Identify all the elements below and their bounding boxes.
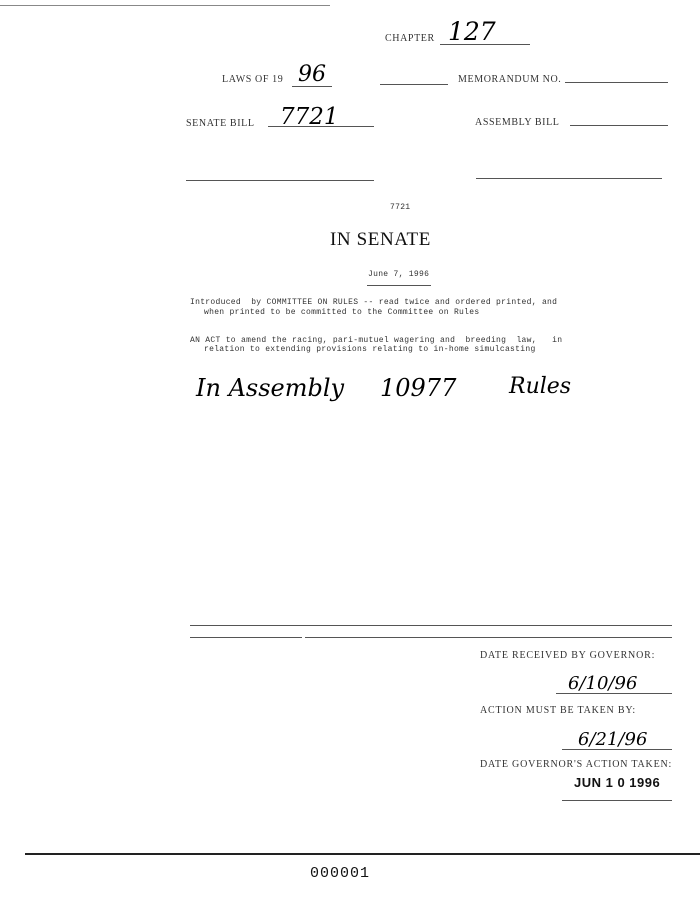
action-by-value: 6/21/96 xyxy=(578,729,648,750)
action-by-underline xyxy=(562,749,672,750)
assembly-bill-label: ASSEMBLY BILL xyxy=(475,117,560,128)
bill-date: June 7, 1996 xyxy=(368,270,430,279)
date-received-value: 6/10/96 xyxy=(568,673,638,694)
handwritten-in-assembly: In Assembly xyxy=(196,374,345,402)
memorandum-underline xyxy=(565,82,668,83)
action-taken-underline xyxy=(562,800,672,801)
chapter-underline xyxy=(440,44,530,45)
laws-underline xyxy=(292,86,332,87)
laws-value: 96 xyxy=(298,62,326,87)
lower-rule-1 xyxy=(190,625,672,626)
date-received-underline xyxy=(556,693,672,694)
lower-rule-2b xyxy=(305,637,672,638)
bill-number: 7721 xyxy=(390,203,411,212)
action-taken-stamp: JUN 1 0 1996 xyxy=(574,775,661,790)
act-line-2: relation to extending provisions relating to in-home simulcasting xyxy=(204,345,536,354)
laws-label: LAWS OF 19 xyxy=(222,74,284,85)
bottom-border xyxy=(25,853,700,855)
handwritten-committee: Rules xyxy=(509,374,572,399)
act-line-1: AN ACT to amend the racing, pari-mutuel wagering and breeding law, in xyxy=(190,336,563,345)
lower-rule-2a xyxy=(190,637,302,638)
laws-blank-line xyxy=(380,84,448,85)
page-number: 000001 xyxy=(310,865,371,882)
top-edge-line xyxy=(0,5,330,6)
senate-bill-value: 7721 xyxy=(280,104,339,130)
assembly-bill-underline xyxy=(570,125,668,126)
blank-line-left xyxy=(186,180,374,181)
handwritten-assembly-number: 10977 xyxy=(380,374,457,402)
action-taken-label: DATE GOVERNOR'S ACTION TAKEN: xyxy=(480,759,673,770)
blank-line-right xyxy=(476,178,662,179)
chapter-value: 127 xyxy=(448,17,496,46)
introduced-line-2: when printed to be committed to the Committee on Rules xyxy=(204,308,480,317)
introduced-line-1: Introduced by COMMITTEE ON RULES -- read twice and ordered printed, and xyxy=(190,298,558,307)
senate-bill-underline xyxy=(268,126,374,127)
memorandum-label: MEMORANDUM NO. xyxy=(458,74,562,85)
chamber-heading: IN SENATE xyxy=(330,229,431,250)
date-received-label: DATE RECEIVED BY GOVERNOR: xyxy=(480,650,656,661)
date-underline xyxy=(367,285,431,286)
action-by-label: ACTION MUST BE TAKEN BY: xyxy=(480,705,637,716)
senate-bill-label: SENATE BILL xyxy=(186,118,255,129)
chapter-label: CHAPTER xyxy=(385,33,435,44)
